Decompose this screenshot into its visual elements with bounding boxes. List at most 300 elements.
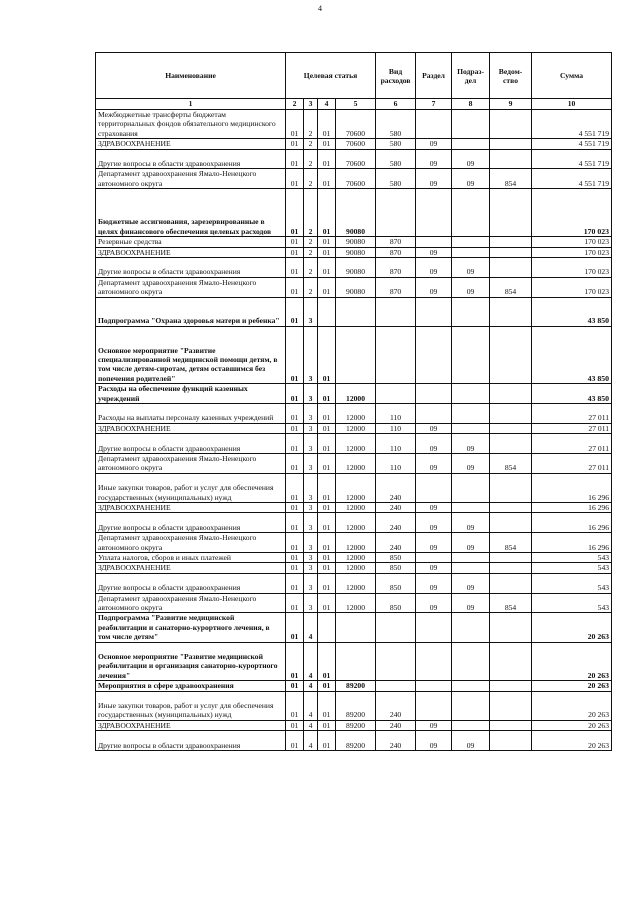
subsection-code — [452, 563, 490, 573]
expense-type-code: 240 — [376, 513, 416, 533]
table-row — [96, 473, 612, 502]
table-row — [96, 553, 612, 563]
row-sum: 43 850 — [532, 326, 612, 383]
target-subprogram-code: 2 — [304, 139, 318, 149]
department-code — [490, 423, 532, 433]
section-code — [416, 110, 452, 139]
target-program-code: 01 — [286, 503, 304, 513]
target-direction-code: 12000 — [336, 573, 376, 593]
row-sum: 4 551 719 — [532, 139, 612, 149]
department-code — [490, 681, 532, 691]
section-code: 09 — [416, 731, 452, 751]
row-sum: 27 011 — [532, 404, 612, 424]
row-sum: 20 263 — [532, 642, 612, 681]
target-direction-code: 12000 — [336, 593, 376, 613]
table-row — [96, 691, 612, 720]
section-code — [416, 326, 452, 383]
section-code: 09 — [416, 247, 452, 257]
section-code: 09 — [416, 149, 452, 169]
target-event-code: 01 — [318, 326, 336, 383]
subsection-code — [452, 642, 490, 681]
expense-type-code: 580 — [376, 139, 416, 149]
target-program-code: 01 — [286, 277, 304, 297]
row-name: ЗДРАВООХРАНЕНИЕ — [96, 503, 286, 513]
table-row — [96, 423, 612, 433]
row-name: Департамент здравоохранения Ямало-Ненецкого автономного округа — [96, 533, 286, 553]
row-name: Расходы на обеспечение функций казенных учреждений — [96, 384, 286, 404]
department-code — [490, 513, 532, 533]
target-direction-code: 70600 — [336, 110, 376, 139]
section-code: 09 — [416, 563, 452, 573]
department-code — [490, 691, 532, 720]
row-sum: 170 023 — [532, 258, 612, 278]
row-sum: 20 263 — [532, 720, 612, 730]
target-event-code: 01 — [318, 149, 336, 169]
department-code — [490, 720, 532, 730]
target-program-code: 01 — [286, 110, 304, 139]
expense-type-code: 850 — [376, 573, 416, 593]
section-code: 09 — [416, 258, 452, 278]
target-direction-code: 89200 — [336, 691, 376, 720]
column-number: 6 — [376, 99, 416, 110]
table-row — [96, 454, 612, 474]
section-code: 09 — [416, 513, 452, 533]
target-program-code: 01 — [286, 573, 304, 593]
header-subsection: Подраз-дел — [452, 53, 490, 99]
department-code — [490, 563, 532, 573]
target-subprogram-code: 3 — [304, 326, 318, 383]
department-code — [490, 237, 532, 247]
department-code — [490, 139, 532, 149]
row-name: Иные закупки товаров, работ и услуг для обеспечения государственных (муниципальных) нужд — [96, 473, 286, 502]
subsection-code — [452, 384, 490, 404]
table-row — [96, 139, 612, 149]
column-number: 10 — [532, 99, 612, 110]
department-code — [490, 297, 532, 326]
row-sum: 4 551 719 — [532, 110, 612, 139]
expense-type-code — [376, 326, 416, 383]
department-code — [490, 258, 532, 278]
row-sum: 170 023 — [532, 277, 612, 297]
row-name: Департамент здравоохранения Ямало-Ненецкого автономного округа — [96, 454, 286, 474]
subsection-code — [452, 473, 490, 502]
table-row — [96, 110, 612, 139]
target-subprogram-code: 4 — [304, 681, 318, 691]
subsection-code — [452, 681, 490, 691]
row-name: ЗДРАВООХРАНЕНИЕ — [96, 563, 286, 573]
header-department: Ведом-ство — [490, 53, 532, 99]
target-event-code: 01 — [318, 454, 336, 474]
row-sum: 543 — [532, 573, 612, 593]
target-direction-code — [336, 326, 376, 383]
expense-type-code: 110 — [376, 434, 416, 454]
subsection-code — [452, 326, 490, 383]
row-sum: 4 551 719 — [532, 149, 612, 169]
subsection-code: 09 — [452, 513, 490, 533]
subsection-code — [452, 720, 490, 730]
section-code — [416, 189, 452, 237]
target-program-code: 01 — [286, 454, 304, 474]
subsection-code: 09 — [452, 169, 490, 189]
expense-type-code: 870 — [376, 258, 416, 278]
expense-type-code: 240 — [376, 691, 416, 720]
department-code — [490, 247, 532, 257]
target-subprogram-code: 3 — [304, 404, 318, 424]
target-program-code: 01 — [286, 149, 304, 169]
row-sum: 16 296 — [532, 513, 612, 533]
table-row — [96, 613, 612, 642]
subsection-code — [452, 139, 490, 149]
row-sum: 170 023 — [532, 237, 612, 247]
target-direction-code: 90080 — [336, 247, 376, 257]
target-program-code: 01 — [286, 613, 304, 642]
target-program-code: 01 — [286, 297, 304, 326]
expense-type-code — [376, 297, 416, 326]
section-code — [416, 691, 452, 720]
header-target: Целевая статья — [286, 53, 376, 99]
target-program-code: 01 — [286, 691, 304, 720]
target-subprogram-code: 2 — [304, 237, 318, 247]
table-row — [96, 731, 612, 751]
target-event-code: 01 — [318, 277, 336, 297]
target-direction-code: 12000 — [336, 553, 376, 563]
target-event-code: 01 — [318, 573, 336, 593]
row-sum: 543 — [532, 553, 612, 563]
row-name: Другие вопросы в области здравоохранения — [96, 258, 286, 278]
expense-type-code: 870 — [376, 247, 416, 257]
department-code — [490, 149, 532, 169]
header-row — [96, 53, 612, 99]
column-number: 1 — [96, 99, 286, 110]
target-direction-code: 70600 — [336, 139, 376, 149]
target-subprogram-code: 2 — [304, 258, 318, 278]
department-code: 854 — [490, 277, 532, 297]
row-sum: 27 011 — [532, 454, 612, 474]
target-program-code: 01 — [286, 404, 304, 424]
table-row — [96, 681, 612, 691]
target-event-code: 01 — [318, 642, 336, 681]
target-subprogram-code: 4 — [304, 613, 318, 642]
target-subprogram-code: 3 — [304, 473, 318, 502]
subsection-code — [452, 247, 490, 257]
table-row — [96, 237, 612, 247]
section-code: 09 — [416, 533, 452, 553]
target-direction-code: 12000 — [336, 423, 376, 433]
target-direction-code: 90080 — [336, 277, 376, 297]
subsection-code — [452, 297, 490, 326]
row-sum: 43 850 — [532, 297, 612, 326]
row-name: Мероприятия в сфере здравоохранения — [96, 681, 286, 691]
target-subprogram-code: 3 — [304, 384, 318, 404]
target-subprogram-code: 3 — [304, 423, 318, 433]
target-event-code: 01 — [318, 258, 336, 278]
target-event-code: 01 — [318, 731, 336, 751]
target-event-code: 01 — [318, 423, 336, 433]
table-row — [96, 326, 612, 383]
row-name: ЗДРАВООХРАНЕНИЕ — [96, 139, 286, 149]
subsection-code — [452, 503, 490, 513]
table-row — [96, 513, 612, 533]
expense-type-code: 580 — [376, 169, 416, 189]
subsection-code — [452, 237, 490, 247]
target-program-code: 01 — [286, 139, 304, 149]
target-program-code: 01 — [286, 258, 304, 278]
target-direction-code: 12000 — [336, 473, 376, 502]
row-name: Другие вопросы в области здравоохранения — [96, 513, 286, 533]
expense-type-code: 240 — [376, 731, 416, 751]
target-subprogram-code: 4 — [304, 691, 318, 720]
target-program-code: 01 — [286, 642, 304, 681]
column-number: 8 — [452, 99, 490, 110]
header-expense-type: Вид расходов — [376, 53, 416, 99]
section-code — [416, 553, 452, 563]
department-code — [490, 553, 532, 563]
subsection-code: 09 — [452, 258, 490, 278]
row-name: Подпрограмма "Охрана здоровья матери и ребенка" — [96, 297, 286, 326]
target-subprogram-code: 4 — [304, 642, 318, 681]
target-subprogram-code: 3 — [304, 533, 318, 553]
column-number: 3 — [304, 99, 318, 110]
department-code — [490, 384, 532, 404]
target-direction-code: 70600 — [336, 149, 376, 169]
row-name: Основное мероприятие "Развитие специализированной медицинской помощи детям, в том числе детям-сиротам, детям оставшимся без попечения родителей" — [96, 326, 286, 383]
row-sum: 4 551 719 — [532, 169, 612, 189]
target-program-code: 01 — [286, 237, 304, 247]
expense-type-code: 580 — [376, 110, 416, 139]
expense-type-code — [376, 681, 416, 691]
row-name: Департамент здравоохранения Ямало-Ненецкого автономного округа — [96, 169, 286, 189]
target-direction-code: 90080 — [336, 189, 376, 237]
target-direction-code: 12000 — [336, 454, 376, 474]
department-code — [490, 473, 532, 502]
target-subprogram-code: 3 — [304, 454, 318, 474]
subsection-code — [452, 553, 490, 563]
target-program-code: 01 — [286, 434, 304, 454]
target-direction-code — [336, 297, 376, 326]
target-event-code: 01 — [318, 593, 336, 613]
target-subprogram-code: 3 — [304, 513, 318, 533]
row-sum: 16 296 — [532, 503, 612, 513]
column-number: 4 — [318, 99, 336, 110]
target-subprogram-code: 2 — [304, 247, 318, 257]
column-number-row — [96, 99, 612, 110]
target-event-code: 01 — [318, 139, 336, 149]
subsection-code: 09 — [452, 731, 490, 751]
column-number: 5 — [336, 99, 376, 110]
target-program-code: 01 — [286, 247, 304, 257]
section-code — [416, 384, 452, 404]
target-event-code: 01 — [318, 681, 336, 691]
expense-type-code — [376, 189, 416, 237]
target-event-code: 01 — [318, 720, 336, 730]
target-subprogram-code: 2 — [304, 110, 318, 139]
department-code — [490, 573, 532, 593]
table-row — [96, 247, 612, 257]
table-row — [96, 434, 612, 454]
budget-table — [95, 52, 612, 751]
target-direction-code: 70600 — [336, 169, 376, 189]
target-direction-code: 12000 — [336, 533, 376, 553]
target-program-code: 01 — [286, 533, 304, 553]
target-event-code: 01 — [318, 384, 336, 404]
target-event-code: 01 — [318, 237, 336, 247]
target-direction-code: 12000 — [336, 503, 376, 513]
column-number: 2 — [286, 99, 304, 110]
subsection-code — [452, 404, 490, 424]
section-code: 09 — [416, 593, 452, 613]
target-program-code: 01 — [286, 189, 304, 237]
table-body — [96, 110, 612, 751]
expense-type-code: 850 — [376, 563, 416, 573]
target-program-code: 01 — [286, 731, 304, 751]
target-direction-code: 12000 — [336, 434, 376, 454]
target-program-code: 01 — [286, 326, 304, 383]
subsection-code — [452, 189, 490, 237]
subsection-code: 09 — [452, 277, 490, 297]
department-code: 854 — [490, 533, 532, 553]
target-event-code: 01 — [318, 503, 336, 513]
row-name: Другие вопросы в области здравоохранения — [96, 573, 286, 593]
expense-type-code: 240 — [376, 720, 416, 730]
subsection-code: 09 — [452, 573, 490, 593]
department-code — [490, 642, 532, 681]
target-event-code: 01 — [318, 404, 336, 424]
row-sum: 16 296 — [532, 533, 612, 553]
target-event-code: 01 — [318, 169, 336, 189]
subsection-code — [452, 110, 490, 139]
row-name: Департамент здравоохранения Ямало-Ненецкого автономного округа — [96, 277, 286, 297]
target-event-code: 01 — [318, 434, 336, 454]
department-code — [490, 503, 532, 513]
department-code: 854 — [490, 169, 532, 189]
target-subprogram-code: 3 — [304, 573, 318, 593]
column-number: 9 — [490, 99, 532, 110]
target-direction-code — [336, 613, 376, 642]
section-code: 09 — [416, 434, 452, 454]
target-subprogram-code: 2 — [304, 149, 318, 169]
target-event-code — [318, 297, 336, 326]
section-code: 09 — [416, 720, 452, 730]
department-code: 854 — [490, 593, 532, 613]
section-code — [416, 237, 452, 247]
section-code — [416, 681, 452, 691]
target-event-code: 01 — [318, 473, 336, 502]
section-code — [416, 473, 452, 502]
table-row — [96, 533, 612, 553]
expense-type-code — [376, 642, 416, 681]
target-event-code: 01 — [318, 513, 336, 533]
subsection-code — [452, 423, 490, 433]
target-program-code: 01 — [286, 384, 304, 404]
row-name: Расходы на выплаты персоналу казенных учреждений — [96, 404, 286, 424]
row-sum: 170 023 — [532, 247, 612, 257]
subsection-code: 09 — [452, 533, 490, 553]
subsection-code: 09 — [452, 454, 490, 474]
table-row — [96, 563, 612, 573]
expense-type-code: 240 — [376, 533, 416, 553]
row-name: Уплата налогов, сборов и иных платежей — [96, 553, 286, 563]
expense-type-code: 240 — [376, 503, 416, 513]
table-row — [96, 503, 612, 513]
row-name: Бюджетные ассигнования, зарезервированные в целях финансового обеспечения целевых расходов — [96, 189, 286, 237]
header-sum: Сумма — [532, 53, 612, 99]
row-sum: 543 — [532, 563, 612, 573]
subsection-code — [452, 691, 490, 720]
target-direction-code: 89200 — [336, 720, 376, 730]
target-program-code: 01 — [286, 169, 304, 189]
row-sum: 20 263 — [532, 681, 612, 691]
expense-type-code: 850 — [376, 593, 416, 613]
expense-type-code: 870 — [376, 237, 416, 247]
table-row — [96, 384, 612, 404]
target-subprogram-code: 3 — [304, 553, 318, 563]
target-direction-code: 12000 — [336, 563, 376, 573]
target-direction-code: 12000 — [336, 384, 376, 404]
department-code — [490, 326, 532, 383]
section-code: 09 — [416, 573, 452, 593]
expense-type-code: 110 — [376, 423, 416, 433]
section-code: 09 — [416, 503, 452, 513]
department-code: 854 — [490, 454, 532, 474]
table-row — [96, 404, 612, 424]
table-row — [96, 593, 612, 613]
subsection-code: 09 — [452, 149, 490, 169]
section-code — [416, 613, 452, 642]
row-name: Другие вопросы в области здравоохранения — [96, 149, 286, 169]
row-name: Иные закупки товаров, работ и услуг для обеспечения государственных (муниципальных) нужд — [96, 691, 286, 720]
target-direction-code: 89200 — [336, 681, 376, 691]
department-code — [490, 434, 532, 454]
target-subprogram-code: 3 — [304, 297, 318, 326]
row-sum: 543 — [532, 593, 612, 613]
expense-type-code — [376, 384, 416, 404]
target-subprogram-code: 2 — [304, 189, 318, 237]
expense-type-code: 110 — [376, 454, 416, 474]
target-event-code: 01 — [318, 691, 336, 720]
target-subprogram-code: 3 — [304, 434, 318, 454]
row-sum: 27 011 — [532, 434, 612, 454]
target-direction-code — [336, 642, 376, 681]
row-name: Департамент здравоохранения Ямало-Ненецкого автономного округа — [96, 593, 286, 613]
expense-type-code: 870 — [376, 277, 416, 297]
target-program-code: 01 — [286, 720, 304, 730]
row-name: ЗДРАВООХРАНЕНИЕ — [96, 247, 286, 257]
target-subprogram-code: 3 — [304, 503, 318, 513]
row-sum: 16 296 — [532, 473, 612, 502]
target-direction-code: 12000 — [336, 404, 376, 424]
table-row — [96, 258, 612, 278]
header-section: Раздел — [416, 53, 452, 99]
target-program-code: 01 — [286, 681, 304, 691]
section-code: 09 — [416, 169, 452, 189]
target-event-code: 01 — [318, 110, 336, 139]
target-program-code: 01 — [286, 553, 304, 563]
subsection-code — [452, 613, 490, 642]
section-code — [416, 404, 452, 424]
table-row — [96, 297, 612, 326]
table-row — [96, 149, 612, 169]
table-row — [96, 573, 612, 593]
target-direction-code: 89200 — [336, 731, 376, 751]
section-code: 09 — [416, 454, 452, 474]
row-name: Подпрограмма "Развитие медицинской реабилитации и санаторно-курортного лечения, в том числе детям" — [96, 613, 286, 642]
target-program-code: 01 — [286, 593, 304, 613]
target-subprogram-code: 4 — [304, 731, 318, 751]
department-code — [490, 613, 532, 642]
target-event-code: 01 — [318, 533, 336, 553]
row-name: ЗДРАВООХРАНЕНИЕ — [96, 423, 286, 433]
row-name: Другие вопросы в области здравоохранения — [96, 434, 286, 454]
